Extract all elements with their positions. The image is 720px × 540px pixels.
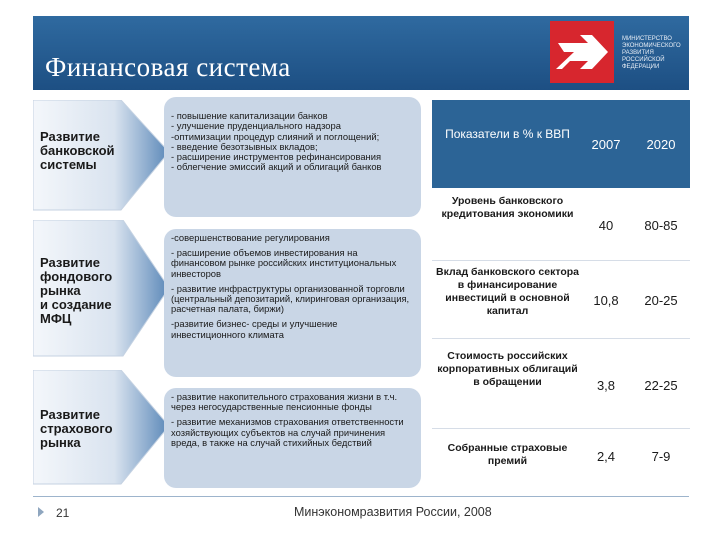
arrow-stock-market (33, 220, 170, 360)
footer-divider (33, 496, 689, 497)
arrow-label-line: Развитие (40, 129, 100, 144)
insurance-measures-block (164, 388, 421, 488)
row-divider (432, 338, 690, 339)
row-value-2007: 2,4 (596, 449, 616, 464)
row-value-2007: 3,8 (596, 378, 616, 393)
page-number: 21 (56, 506, 70, 520)
source-note: Минэкономразвития России, 2008 (294, 505, 492, 519)
row-divider (432, 428, 690, 429)
table-header-year-2007: 2007 (591, 137, 621, 152)
row-value-2020: 22-25 (644, 378, 678, 393)
row-label: Уровень банковского кредитования экономики (441, 195, 574, 220)
ministry-logo-text: МИНИСТЕРСТВО ЭКОНОМИЧЕСКОГО РАЗВИТИЯ РОССИЙСКОЙ ФЕДЕРАЦИИ (622, 36, 681, 70)
table-row (432, 266, 690, 336)
arrow-label-line: Развитие (40, 255, 100, 270)
table-row (432, 440, 690, 480)
measure-text: - развитие механизмов страхования ответственности хозяйствующих субъектов на случай причинения вреда, в также на случай стихийных бедствий (171, 416, 404, 448)
arrow-label-line: фондового (40, 269, 113, 284)
arrow-label-line: рынка (40, 435, 81, 450)
table-row (432, 192, 690, 258)
row-label: Вклад банковского сектора в финансирование инвестиций в основной капитал (436, 266, 579, 317)
arrow-insurance (33, 370, 170, 488)
measure-text: -развитие бизнес- среды и улучшение инвестиционного климата (171, 318, 338, 340)
row-label: Стоимость российских корпоративных облигаций в обращении (437, 350, 578, 388)
table-header-label: Показатели в % к ВВП (445, 127, 570, 141)
table-row (432, 350, 690, 424)
ministry-logo-icon (550, 21, 614, 83)
arrow-banking (33, 100, 170, 215)
arrow-label-line: МФЦ (40, 311, 72, 326)
measure-text: -совершенствование регулирования (171, 232, 330, 243)
row-value-2007: 10,8 (593, 293, 619, 308)
page-marker-icon (38, 507, 44, 517)
slide-header (33, 16, 689, 90)
row-divider (432, 260, 690, 261)
arrow-label-line: страхового (40, 421, 113, 436)
arrow-label-line: Развитие (40, 407, 100, 422)
banking-measures-block (164, 97, 421, 217)
row-value-2020: 80-85 (644, 218, 678, 233)
row-value-2020: 20-25 (644, 293, 678, 308)
arrow-label-line: рынка (40, 283, 81, 298)
measure-text: - развитие инфраструктуры организованной торговли (центральный депозитарий, клиринговая организация, расчетная палата, биржи) (171, 282, 410, 315)
slide-title: Финансовая система (45, 52, 291, 82)
table-header-year-2020: 2020 (646, 137, 676, 152)
arrow-label-line: и создание (40, 297, 112, 312)
row-value-2007: 40 (598, 218, 614, 233)
row-label: Собранные страховые премий (447, 442, 568, 467)
measure-text: - развитие накопительного страхования жизни в т.ч. через негосударственные пенсионные фонды (171, 391, 398, 413)
measure-text: - повышение капитализации банков - улучшение пруденциального надзора -оптимизации процедур слияний и поглощений; - введение безотзывных вкладов; - расширение инструментов рефинансирования - облегчение эмиссий акций и облигаций банков (171, 110, 382, 173)
arrow-label-line: банковской (40, 143, 115, 158)
measure-text: - расширение объемов инвестирования на финансовом рынке российских институциональных инвесторов (171, 247, 397, 279)
table-header (432, 100, 690, 188)
row-value-2020: 7-9 (651, 449, 671, 464)
stock-market-measures-block (164, 229, 421, 377)
arrow-label-line: системы (40, 157, 97, 172)
